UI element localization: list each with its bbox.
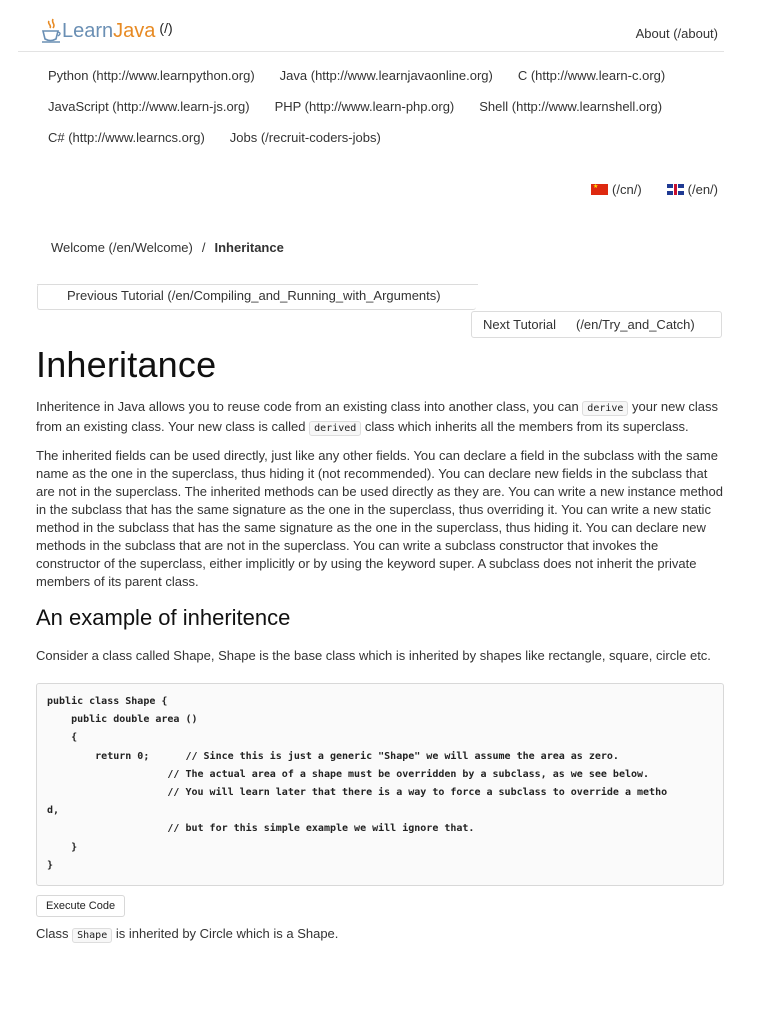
text-span: is inherited by Circle which is a Shape. [112, 926, 339, 942]
uk-flag-icon [667, 184, 684, 195]
nav-link-csharp[interactable]: C# (http://www.learncs.org) [48, 130, 205, 145]
lang-label-en: (/en/) [687, 182, 718, 197]
nav-row [48, 60, 738, 91]
nav-link-python[interactable]: Python (http://www.learnpython.org) [48, 68, 255, 83]
example-paragraph: Consider a class called Shape, Shape is the base class which is inherited by shapes like rectangle, square, circle etc. [36, 648, 711, 663]
logo-link[interactable] [40, 18, 173, 44]
section-heading: An example of inheritence [36, 605, 291, 630]
inline-code-derive: derive [582, 401, 628, 416]
breadcrumb-current: Inheritance [214, 240, 284, 255]
java-cup-icon [40, 18, 62, 44]
code-block[interactable]: public class Shape { public double area () { return 0; // Since this is just a generic "Shape" we will assume the area as zero. // The actual area of a shape must be overridden by a subclass, as we see below. // You will learn later that there is a way to force a subclass to override a metho d, // but for this simple example we will ignore that. } } [36, 683, 724, 886]
breadcrumb [51, 240, 284, 255]
language-nav [48, 60, 738, 153]
breadcrumb-home[interactable]: Welcome (/en/Welcome) [51, 240, 193, 255]
site-header [18, 14, 724, 52]
text-span: Inheritence in Java allows you to reuse code from an existing class into another class, you can [36, 399, 583, 414]
nav-link-c[interactable]: C (http://www.learn-c.org) [517, 68, 666, 83]
logo-text-learn: Learn [62, 19, 114, 42]
inline-code-shape: Shape [72, 928, 112, 943]
previous-tutorial-button[interactable]: Previous Tutorial (/en/Compiling_and_Running_with_Arguments) [37, 284, 476, 310]
next-tutorial-url: (/en/Try_and_Catch) [575, 317, 695, 332]
article [36, 340, 724, 945]
nav-link-java[interactable]: Java (http://www.learnjavaonline.org) [279, 68, 493, 83]
nav-link-jobs[interactable]: Jobs (/recruit-coders-jobs) [229, 130, 381, 145]
breadcrumb-separator: / [201, 240, 206, 255]
nav-row [48, 91, 738, 122]
china-flag-icon [591, 184, 608, 195]
execute-code-button[interactable]: Execute Code [36, 895, 125, 917]
logo-url: (/) [159, 20, 173, 36]
nav-link-javascript[interactable]: JavaScript (http://www.learn-js.org) [48, 99, 250, 114]
shape-paragraph [36, 925, 724, 945]
inherited-fields-paragraph: The inherited fields can be used directly, just like any other fields. You can declare a field in the subclass with the same name as the one in the superclass, thus hiding it (not recommended). You can declare new fields in the subclass that are not in the superclass. The inherited methods can be used directly as they are. You can write a new instance method in the subclass that has the same signature as the one in the superclass, thus overriding it. You can write a new static method in the subclass that has the same signature as the one in the superclass, thus hiding it. You can declare new methods in the subclass that are not in the superclass. You can write a subclass constructor that invokes the constructor of the superclass, either implicitly or by using the keyword super. A subclass does not inherit the private members of its parent class. [36, 448, 724, 589]
text-span: Class [36, 926, 73, 942]
intro-paragraph [36, 398, 724, 438]
language-switcher [566, 182, 718, 197]
next-tutorial-label: Next Tutorial [483, 317, 556, 332]
text-span: class which inherits all the members from its superclass. [361, 419, 689, 434]
nav-link-shell[interactable]: Shell (http://www.learnshell.org) [479, 99, 663, 114]
lang-link-en[interactable] [667, 182, 718, 197]
page-title: Inheritance [36, 344, 217, 385]
logo-text-java: Java [113, 19, 156, 42]
inline-code-derived: derived [309, 421, 361, 436]
nav-link-php[interactable]: PHP (http://www.learn-php.org) [274, 99, 455, 114]
next-tutorial-button[interactable] [471, 311, 722, 338]
nav-row [48, 122, 738, 153]
lang-label-cn: (/cn/) [612, 182, 642, 197]
text-span: your new class from an existing class. Your new class is called [36, 399, 719, 434]
about-link[interactable]: About (/about) [635, 26, 718, 41]
lang-link-cn[interactable] [591, 182, 642, 197]
